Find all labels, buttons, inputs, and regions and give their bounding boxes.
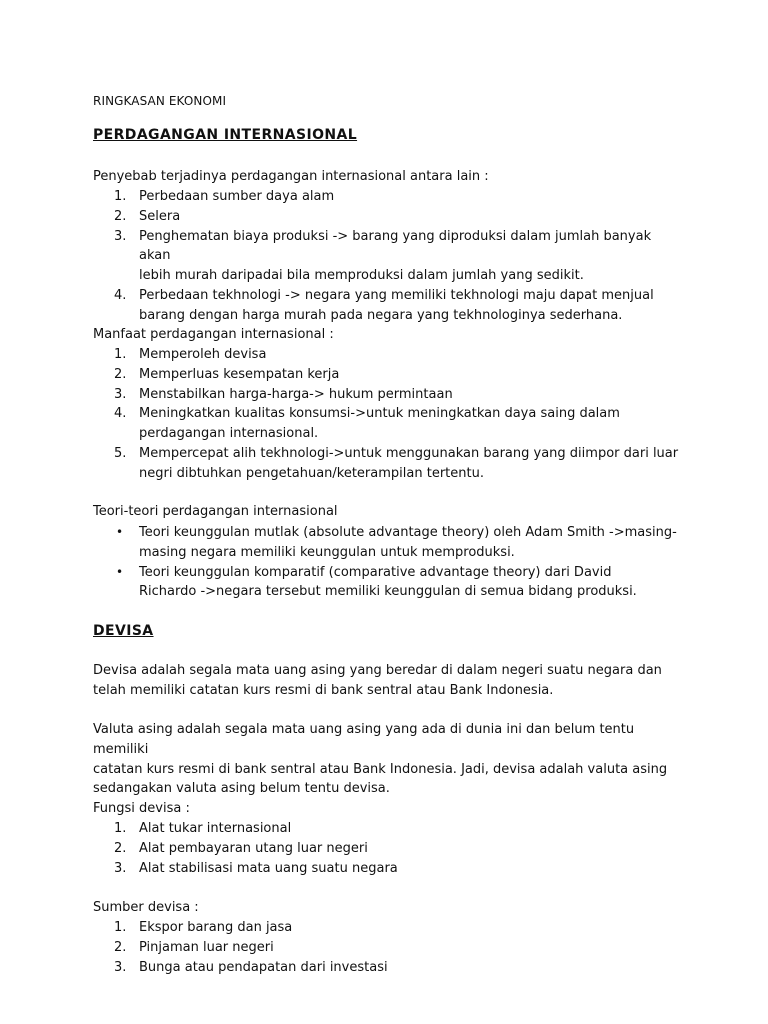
list-item: 2. Pinjaman luar negeri [114, 939, 274, 955]
heading-devisa: DEVISA [93, 623, 154, 639]
manfaat-intro: Manfaat perdagangan internasional : [93, 327, 334, 342]
valuta-asing-paragraph: Valuta asing adalah segala mata uang asing yang ada di dunia ini dan belum tentu memiliki catatan kurs resmi di bank sentral atau Bank Indonesia. Jadi, devisa adalah valuta asing sedangakan valuta asing belum tentu devisa. [93, 722, 668, 797]
bullet-icon: • [116, 564, 124, 579]
teori-list [93, 523, 683, 602]
list-item: 3. Bunga atau pendapatan dari investasi [114, 959, 388, 975]
list-item: 2. Memperluas kesempatan kerja [114, 366, 340, 382]
list-item: 4. Perbedaan tekhnologi -> negara yang memiliki tekhnologi maju dapat menjual barang dengan harga murah pada negara yang tekhnologinya sederhana. [114, 287, 654, 323]
list-item: 4. Meningkatkan kualitas konsumsi->untuk meningkatkan daya saing dalam perdagangan internasional. [114, 406, 620, 442]
devisa-definition: Devisa adalah segala mata uang asing yang beredar di dalam negeri suatu negara dan telah memiliki catatan kurs resmi di bank sentral atau Bank Indonesia. [93, 663, 662, 698]
list-item: 1. Alat tukar internasional [114, 821, 292, 836]
list-item: 5. Mempercepat alih tekhnologi->untuk menggunakan barang yang diimpor dari luar negri dibtuhkan pengetahuan/keterampilan tertentu. [114, 445, 679, 481]
fungsi-intro: Fungsi devisa : [93, 801, 190, 816]
penyebab-list [93, 187, 683, 326]
list-item: 2. Alat pembayaran utang luar negeri [114, 840, 368, 856]
list-item: 1. Memperoleh devisa [114, 347, 267, 362]
bullet-icon: • [116, 525, 124, 539]
list-item: 3. Menstabilkan harga-harga-> hukum permintaan [114, 386, 453, 402]
teori-intro: Teori-teori perdagangan internasional [93, 504, 338, 519]
list-item: • Teori keunggulan mutlak (absolute advantage theory) oleh Adam Smith ->masing- masing negara memiliki keunggulan untuk memproduksi. [116, 525, 677, 560]
list-item: 1. Ekspor barang dan jasa [114, 920, 293, 935]
list-item: 3. Penghematan biaya produksi -> barang yang diproduksi dalam jumlah banyak akan lebih murah daripadai bila memproduksi dalam jumlah yang sedikit. [114, 228, 652, 284]
heading-perdagangan-internasional: PERDAGANGAN INTERNASIONAL [93, 127, 358, 143]
list-item: 2. Selera [114, 208, 181, 224]
list-item: 1. Perbedaan sumber daya alam [114, 189, 335, 204]
list-item: • Teori keunggulan komparatif (comparative advantage theory) dari David Richardo ->negara tersebut memiliki keunggulan di semua bidang produksi. [116, 564, 637, 600]
penyebab-intro: Penyebab terjadinya perdagangan internasional antara lain : [93, 169, 489, 184]
sumber-list [93, 918, 683, 977]
sumber-intro: Sumber devisa : [93, 900, 199, 915]
fungsi-list [93, 819, 683, 878]
document-title: RINGKASAN EKONOMI [93, 94, 227, 108]
list-item: 3. Alat stabilisasi mata uang suatu negara [114, 860, 398, 876]
manfaat-list [93, 345, 683, 484]
